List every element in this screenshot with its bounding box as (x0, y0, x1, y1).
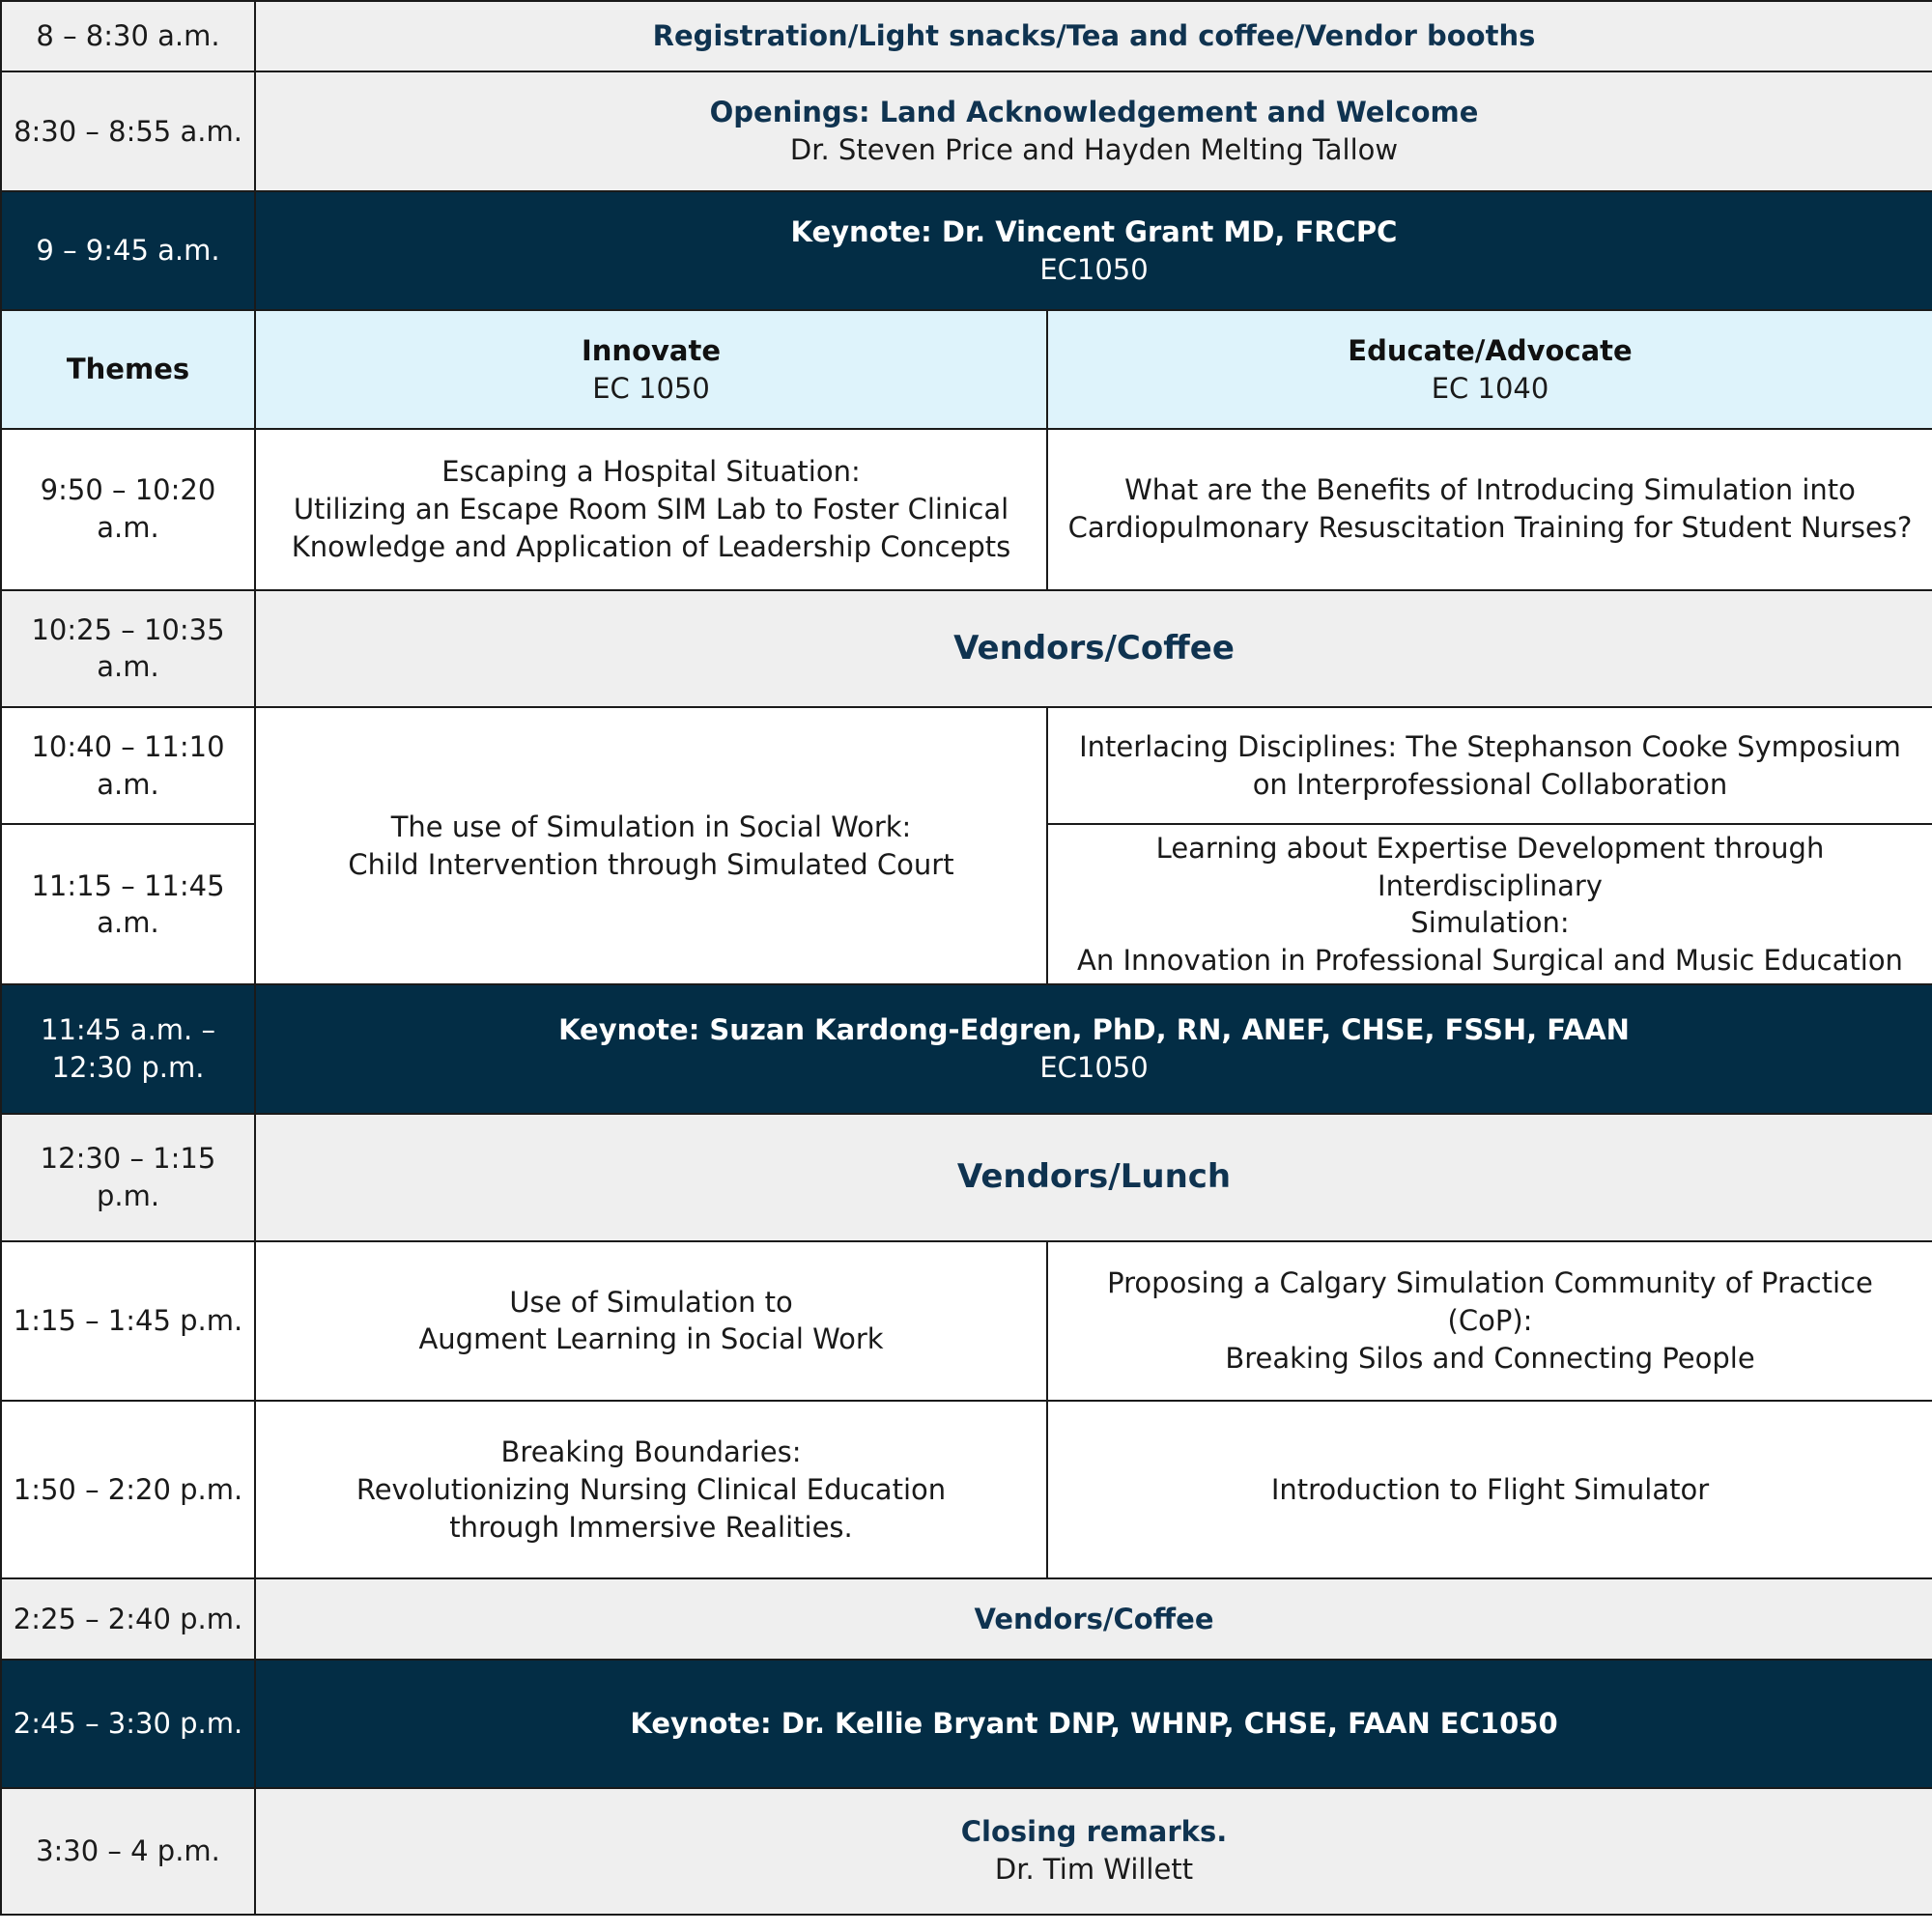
keynote-cell (255, 984, 1932, 1113)
theme-innovate (255, 310, 1047, 428)
time-cell: 12:30 – 1:15 p.m. (1, 1114, 255, 1241)
session-line: Use of Simulation to (509, 1285, 793, 1319)
time-cell: 2:45 – 3:30 p.m. (1, 1660, 255, 1788)
session-line: What are the Benefits of Introducing Simulation into (1124, 473, 1856, 507)
break-title: Vendors/Coffee (974, 1602, 1214, 1635)
agenda-row-break-2 (1, 1578, 1932, 1659)
educate-session-cell (1047, 707, 1932, 824)
break-cell (255, 1114, 1932, 1241)
time-cell: 11:15 – 11:45 a.m. (1, 824, 255, 984)
educate-session-cell (1047, 1401, 1932, 1578)
theme-educate-room: EC 1040 (1431, 371, 1549, 405)
educate-session-cell (1047, 1241, 1932, 1401)
break-title: Vendors/Lunch (956, 1156, 1232, 1196)
session-line: Revolutionizing Nursing Clinical Education (355, 1472, 947, 1506)
session-line: Breaking Silos and Connecting People (1225, 1341, 1755, 1375)
break-cell (255, 590, 1932, 707)
agenda-row-registration (1, 1, 1932, 71)
time-cell: 8 – 8:30 a.m. (1, 1, 255, 71)
session-line: Knowledge and Application of Leadership Concepts (291, 529, 1011, 563)
time-cell: 9 – 9:45 a.m. (1, 191, 255, 310)
session-cell (255, 71, 1932, 191)
session-line: Simulation: (1410, 906, 1570, 940)
keynote-cell (255, 1660, 1932, 1788)
innovate-session-cell (255, 1401, 1047, 1578)
session-line: Escaping a Hospital Situation: (441, 454, 861, 488)
session-line: The use of Simulation in Social Work: (390, 810, 912, 843)
time-cell: 10:25 – 10:35 a.m. (1, 590, 255, 707)
time-cell: 3:30 – 4 p.m. (1, 1788, 255, 1915)
agenda-row-session-0950 (1, 429, 1932, 590)
keynote-title: Keynote: Suzan Kardong-Edgren, PhD, RN, ANEF, CHSE, FSSH, FAAN (558, 1013, 1630, 1047)
agenda-row-break-1 (1, 590, 1932, 707)
keynote-cell (255, 191, 1932, 310)
innovate-session-cell (255, 1241, 1047, 1401)
keynote-room: EC1050 (1039, 1051, 1149, 1085)
themes-label-text: Themes (66, 353, 190, 386)
time-cell: 1:15 – 1:45 p.m. (1, 1241, 255, 1401)
innovate-session-cell (255, 429, 1047, 590)
time-cell: 9:50 – 10:20 a.m. (1, 429, 255, 590)
session-line: Breaking Boundaries: (500, 1435, 802, 1468)
session-line: Proposing a Calgary Simulation Community of Practice (1107, 1266, 1873, 1300)
themes-label (1, 310, 255, 428)
time-cell: 2:25 – 2:40 p.m. (1, 1578, 255, 1659)
session-line: on Interprofessional Collaboration (1252, 767, 1728, 801)
session-line: Utilizing an Escape Room SIM Lab to Foster Clinical (293, 492, 1009, 526)
session-line: An Innovation in Professional Surgical and Music Education (1077, 944, 1903, 978)
session-line: Interlacing Disciplines: The Stephanson Cooke Symposium (1079, 729, 1901, 763)
session-speakers: Dr. Tim Willett (994, 1853, 1194, 1887)
break-title: Vendors/Coffee (953, 628, 1235, 668)
agenda-row-session-1350 (1, 1401, 1932, 1578)
agenda-row-lunch (1, 1114, 1932, 1241)
innovate-session-cell (255, 707, 1047, 984)
session-line: Augment Learning in Social Work (418, 1322, 884, 1356)
agenda-row-keynote-3 (1, 1660, 1932, 1788)
agenda-row-keynote-1 (1, 191, 1932, 310)
agenda-row-keynote-2 (1, 984, 1932, 1113)
keynote-title: Keynote: Dr. Vincent Grant MD, FRCPC (790, 215, 1398, 249)
theme-innovate-room: EC 1050 (592, 371, 710, 405)
session-line: Child Intervention through Simulated Court (348, 847, 954, 881)
time-cell: 1:50 – 2:20 p.m. (1, 1401, 255, 1578)
keynote-room: EC1050 (1039, 252, 1149, 286)
session-line: Introduction to Flight Simulator (1270, 1472, 1710, 1506)
agenda-row-session-1040 (1, 707, 1932, 824)
break-cell (255, 1578, 1932, 1659)
theme-educate-title: Educate/Advocate (1348, 333, 1633, 367)
agenda-row-session-1315 (1, 1241, 1932, 1401)
session-title: Closing remarks. (960, 1815, 1228, 1849)
agenda-row-openings (1, 71, 1932, 191)
agenda-row-themes (1, 310, 1932, 428)
educate-session-cell (1047, 824, 1932, 984)
session-line: Cardiopulmonary Resuscitation Training for Student Nurses? (1067, 511, 1913, 545)
time-cell: 8:30 – 8:55 a.m. (1, 71, 255, 191)
keynote-title: Keynote: Dr. Kellie Bryant DNP, WHNP, CHSE, FAAN EC1050 (630, 1706, 1558, 1740)
session-line: Learning about Expertise Development through Interdisciplinary (1155, 831, 1825, 902)
session-title: Openings: Land Acknowledgement and Welcome (709, 96, 1479, 129)
session-cell (255, 1788, 1932, 1915)
session-title: Registration/Light snacks/Tea and coffee/Vendor booths (652, 19, 1536, 53)
educate-session-cell (1047, 429, 1932, 590)
time-cell: 11:45 a.m. – 12:30 p.m. (1, 984, 255, 1113)
session-cell (255, 1, 1932, 71)
theme-innovate-title: Innovate (581, 333, 721, 367)
session-line: (CoP): (1447, 1304, 1533, 1338)
time-cell: 10:40 – 11:10 a.m. (1, 707, 255, 824)
session-speakers: Dr. Steven Price and Hayden Melting Tallow (789, 133, 1399, 167)
agenda-row-closing (1, 1788, 1932, 1915)
theme-educate (1047, 310, 1932, 428)
session-line: through Immersive Realities. (449, 1510, 853, 1544)
